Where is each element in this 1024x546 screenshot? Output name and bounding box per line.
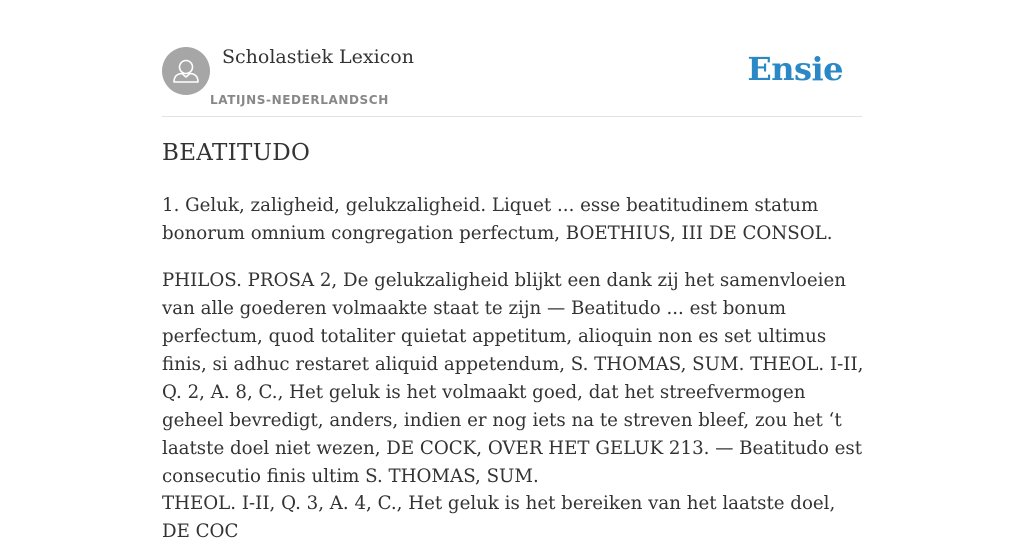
entry-headword: BEATITUDO <box>162 140 311 166</box>
site-header <box>162 46 862 117</box>
person-icon <box>162 47 210 95</box>
site-subtitle: LATIJNS-NEDERLANDSCH <box>210 93 389 107</box>
entry-paragraph: 1. Geluk, zaligheid, gelukzaligheid. Liquet ... esse beatitudinem statum bonorum omnium congregation perfectum, BOETHIUS, III DE CONSOL. <box>162 195 833 244</box>
site-title[interactable]: Scholastiek Lexicon <box>222 46 414 68</box>
ensie-logo-link[interactable]: Ensie <box>747 50 843 88</box>
entry-paragraph: THEOL. I-II, Q. 3, A. 4, C., Het geluk is het bereiken van het laatste doel, DE COC <box>162 493 836 542</box>
entry-paragraph: PHILOS. PROSA 2, De gelukzaligheid blijkt een dank zij het samenvloeien van alle goederen volmaakte staat te zijn — Beatitudo ... est bonum perfectum, quod totaliter quietat appetitum, alioquin non es set ultimus finis, si adhuc restaret aliquid appetendum, S. THOMAS, SUM. THEOL. I-II, Q. 2, A. 8, C., Het geluk is het volmaakt goed, dat het streefvermogen geheel bevredigt, anders, indien er nog iets na te streven bleef, zou het ‘t laatste doel niet wezen, DE COCK, OVER HET GELUK 213. — Beatitudo est consecutio finis ultim S. THOMAS, SUM. <box>162 270 864 487</box>
user-avatar-icon[interactable] <box>162 47 210 95</box>
